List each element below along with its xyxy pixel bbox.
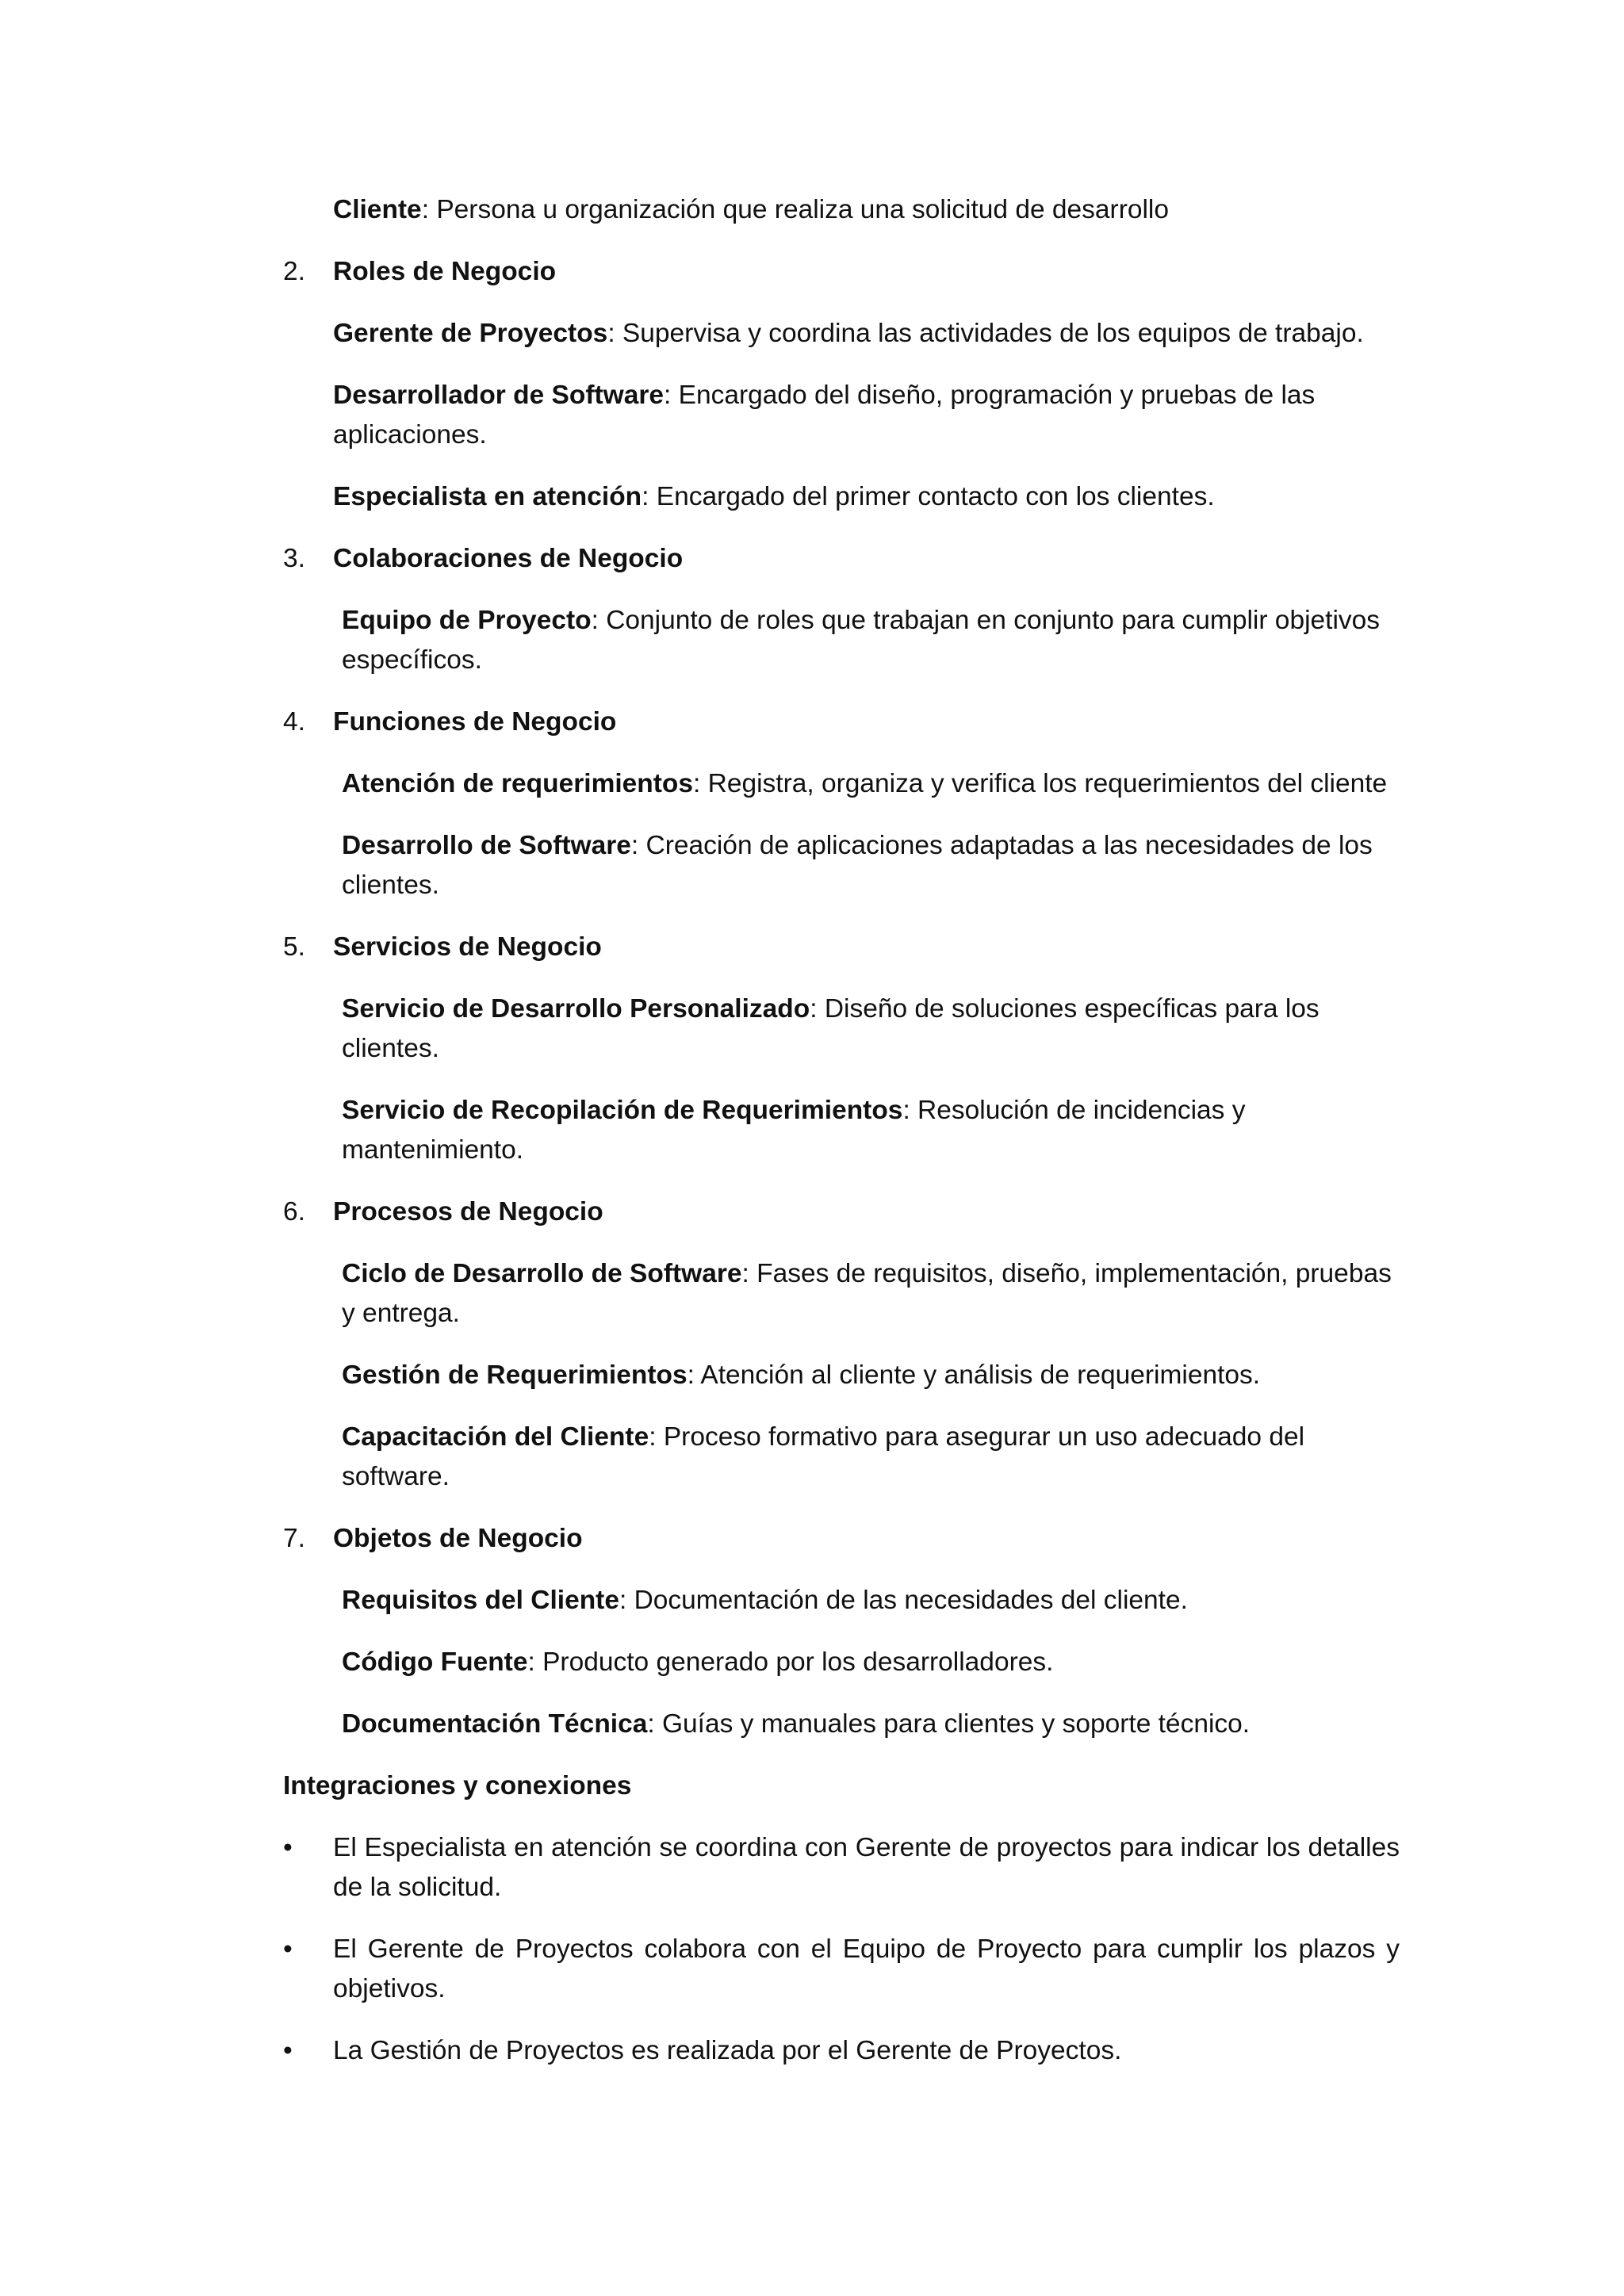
definition-term: Gerente de Proyectos [333, 319, 608, 348]
section-roles [283, 252, 1400, 292]
definition-desc: : Resolución de incidencias y mantenimiento. [342, 1096, 1246, 1165]
bullet-icon: • [283, 1934, 293, 1964]
definition-item [283, 1418, 1400, 1497]
definition-desc: : Persona u organización que realiza una solicitud de desarrollo [421, 195, 1170, 224]
definition-term: Servicio de Desarrollo Personalizado [342, 994, 810, 1024]
definition-desc: : Registra, organiza y verifica los requerimientos del cliente [693, 769, 1388, 798]
integraciones-heading [283, 1766, 1400, 1806]
bullet-item [283, 2031, 1400, 2071]
definition-item [283, 601, 1400, 680]
section-title: Colaboraciones de Negocio [333, 544, 684, 573]
definition-item [283, 1581, 1400, 1621]
definition-desc: : Encargado del diseño, programación y pruebas de las aplicaciones. [333, 381, 1316, 450]
definition-item [283, 477, 1400, 517]
definition-desc: : Conjunto de roles que trabajan en conjunto para cumplir objetivos específicos. [342, 606, 1381, 675]
definition-desc: : Guías y manuales para clientes y soporte técnico. [647, 1709, 1251, 1739]
definition-term: Ciclo de Desarrollo de Software [342, 1259, 742, 1288]
section-number: 7. [283, 1524, 305, 1553]
definition-item [283, 376, 1400, 455]
definition-cliente [283, 190, 1400, 230]
definition-item [283, 1643, 1400, 1682]
bullet-text: La Gestión de Proyectos es realizada por el Gerente de Proyectos. [333, 2036, 1122, 2065]
definition-item [283, 989, 1400, 1069]
bullet-icon: • [283, 2036, 293, 2065]
definition-desc: : Proceso formativo para asegurar un uso adecuado del software. [342, 1422, 1305, 1491]
section-number: 6. [283, 1197, 305, 1226]
definition-term: Gestión de Requerimientos [342, 1360, 688, 1390]
definition-term: Especialista en atención [333, 482, 642, 511]
definition-desc: : Documentación de las necesidades del cliente. [619, 1586, 1188, 1615]
definition-term: Código Fuente [342, 1647, 528, 1677]
section-servicios [283, 928, 1400, 967]
definition-term: Requisitos del Cliente [342, 1586, 619, 1615]
definition-term: Equipo de Proyecto [342, 606, 592, 635]
definition-desc: : Atención al cliente y análisis de requerimientos. [687, 1360, 1261, 1390]
definition-item [283, 764, 1400, 804]
definition-term: Servicio de Recopilación de Requerimientos [342, 1096, 903, 1125]
definition-desc: : Fases de requisitos, diseño, implementación, pruebas y entrega. [342, 1259, 1392, 1328]
section-procesos [283, 1192, 1400, 1232]
definition-item [283, 1091, 1400, 1170]
section-title: Objetos de Negocio [333, 1524, 583, 1553]
definition-desc: : Creación de aplicaciones adaptadas a las necesidades de los clientes. [342, 831, 1373, 900]
section-colaboraciones [283, 539, 1400, 579]
definition-item [283, 826, 1400, 905]
section-title: Funciones de Negocio [333, 707, 617, 737]
definition-desc: : Producto generado por los desarrolladores. [527, 1647, 1054, 1677]
section-number: 2. [283, 257, 305, 286]
section-title: Procesos de Negocio [333, 1197, 603, 1226]
document-content [283, 190, 1400, 2093]
definition-term: Documentación Técnica [342, 1709, 648, 1739]
section-title: Roles de Negocio [333, 257, 557, 286]
section-funciones [283, 702, 1400, 742]
heading-text: Integraciones y conexiones [283, 1771, 632, 1800]
bullet-icon: • [283, 1833, 293, 1862]
section-number: 4. [283, 707, 305, 737]
section-objetos [283, 1519, 1400, 1559]
definition-term: Desarrollo de Software [342, 831, 631, 860]
bullet-text: El Especialista en atención se coordina con Gerente de proyectos para indicar los detalles de la solicitud. [333, 1833, 1400, 1902]
bullet-item [283, 1828, 1400, 1908]
bullet-text: El Gerente de Proyectos colabora con el Equipo de Proyecto para cumplir los plazos y objetivos. [333, 1934, 1400, 2003]
definition-item [283, 1356, 1400, 1395]
bullet-item [283, 1930, 1400, 2009]
definition-desc: : Encargado del primer contacto con los clientes. [642, 482, 1215, 511]
section-title: Servicios de Negocio [333, 932, 602, 962]
section-number: 5. [283, 932, 305, 962]
definition-term: Atención de requerimientos [342, 769, 694, 798]
definition-item [283, 314, 1400, 354]
definition-item [283, 1254, 1400, 1334]
definition-item [283, 1705, 1400, 1744]
definition-term: Cliente [333, 195, 422, 224]
definition-desc: : Supervisa y coordina las actividades de los equipos de trabajo. [607, 319, 1364, 348]
definition-term: Desarrollador de Software [333, 381, 665, 410]
section-number: 3. [283, 544, 305, 573]
definition-term: Capacitación del Cliente [342, 1422, 649, 1452]
definition-desc: : Diseño de soluciones específicas para los clientes. [342, 994, 1320, 1063]
